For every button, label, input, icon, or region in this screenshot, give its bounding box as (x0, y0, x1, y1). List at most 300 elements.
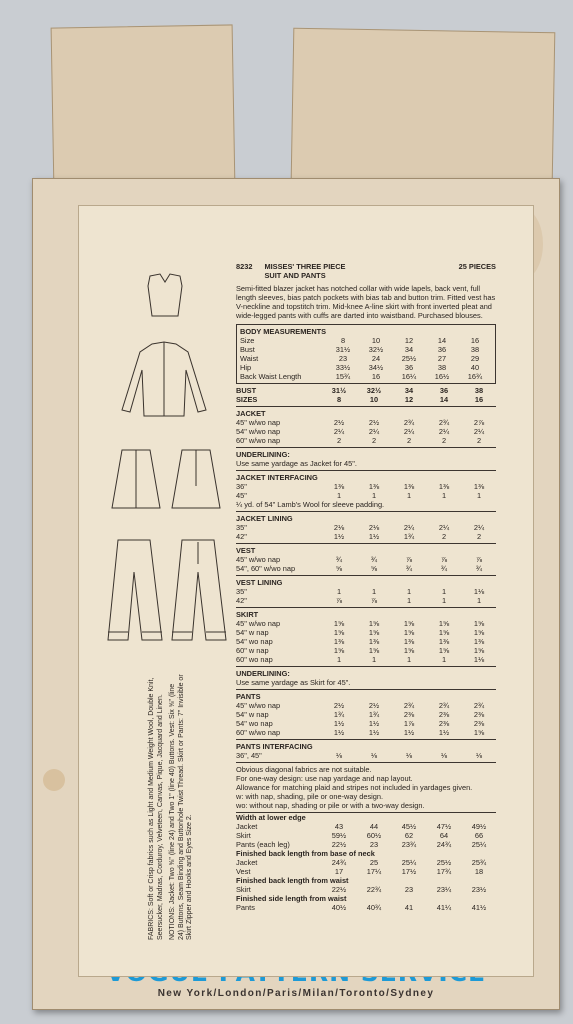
cell-value: 1 (336, 655, 342, 664)
cell-value: 10 (369, 395, 379, 404)
cell-value: 2⅛ (333, 523, 345, 532)
cell-value: 32½ (366, 386, 382, 395)
table-row (236, 587, 496, 596)
cell-value: 1 (406, 491, 412, 500)
section-title: Finished side length from waist (236, 894, 347, 903)
table-row (236, 710, 496, 719)
cell-value: ⅛ (370, 751, 378, 760)
row-label: 45" (236, 491, 247, 500)
table-row (236, 831, 496, 840)
table-row (236, 728, 496, 737)
table-row (236, 655, 496, 664)
cell-value: 23¼ (436, 885, 452, 894)
cell-value: 24¾ (331, 858, 347, 867)
table-row (240, 336, 492, 345)
table-row (236, 596, 496, 605)
row-label: Skirt (236, 831, 251, 840)
body-measurements-table (236, 324, 496, 384)
cell-value: 23¾ (401, 840, 417, 849)
row-label: 60" wo nap (236, 655, 273, 664)
table-row (236, 555, 496, 564)
cell-value: 62 (404, 831, 414, 840)
cell-value: 1⅜ (368, 637, 380, 646)
cell-value: 17¼ (366, 867, 382, 876)
yardage-section (236, 742, 496, 763)
yardage-section (236, 692, 496, 740)
cell-value: 22½ (331, 885, 347, 894)
cell-value: 10 (371, 336, 381, 345)
table-row (236, 482, 496, 491)
cell-value: 1⅝ (368, 619, 380, 628)
row-label: Bust (240, 345, 255, 354)
section-title: Width at lower edge (236, 813, 306, 822)
cell-value: 1⅝ (333, 628, 345, 637)
finished-measurements (236, 813, 496, 912)
row-label: Pants (each leg) (236, 840, 290, 849)
row-label: Jacket (236, 822, 258, 831)
table-row (236, 418, 496, 427)
section-title: PANTS (236, 692, 261, 701)
cell-value: 1⅜ (368, 482, 380, 491)
cell-value: 1½ (368, 728, 380, 737)
cell-value: 1¾ (403, 532, 415, 541)
cell-value: 1⅝ (403, 628, 415, 637)
cell-value: ⅛ (405, 751, 413, 760)
section-title: Finished back length from base of neck (236, 849, 375, 858)
cell-value: 2¼ (438, 427, 450, 436)
cell-value: 1⅝ (368, 646, 380, 655)
row-label: Hip (240, 363, 252, 372)
cell-value: 1½ (333, 728, 345, 737)
cell-value: 2⅜ (473, 710, 485, 719)
cell-value: ⅞ (475, 555, 483, 564)
row-label: 45" w/wo nap (236, 701, 281, 710)
row-label: SIZES (236, 395, 258, 404)
row-label: 42" (236, 596, 247, 605)
table-row (236, 491, 496, 500)
finished-section (236, 876, 496, 894)
cell-value: 2 (336, 436, 342, 445)
cell-value: 41¼ (436, 903, 452, 912)
cell-value: ¾ (440, 564, 448, 573)
yardage-section (236, 546, 496, 576)
cell-value: 40 (470, 363, 480, 372)
cell-value: 1¾ (333, 710, 345, 719)
row-label: Skirt (236, 885, 251, 894)
cell-value: 23 (338, 354, 348, 363)
cell-value: 16 (474, 395, 484, 404)
cell-value: 23½ (471, 885, 487, 894)
cell-value: 2⅜ (473, 719, 485, 728)
cell-value: 1⅝ (473, 728, 485, 737)
cell-value: 17¾ (436, 867, 452, 876)
cell-value: 2 (441, 436, 447, 445)
cell-value: 23 (404, 885, 414, 894)
section-title: Finished back length from waist (236, 876, 349, 885)
yardage-section (236, 669, 496, 690)
table-row (236, 523, 496, 532)
cell-value: 1⅜ (333, 482, 345, 491)
table-row (236, 637, 496, 646)
cell-value: 2¼ (368, 427, 380, 436)
section-title: UNDERLINING: (236, 450, 290, 459)
cell-value: ⅞ (335, 596, 343, 605)
cell-value: 2¼ (403, 427, 415, 436)
cell-value: 36 (437, 345, 447, 354)
finished-section (236, 813, 496, 849)
yardage-section (236, 450, 496, 471)
cell-value: 2½ (368, 418, 380, 427)
row-label: 60" w/wo nap (236, 436, 281, 445)
cell-value: 1⅝ (403, 619, 415, 628)
row-label: Size (240, 336, 255, 345)
cell-value: 2 (476, 436, 482, 445)
finished-section (236, 849, 496, 876)
table-row (236, 822, 496, 831)
row-label: 45" w/wo nap (236, 619, 281, 628)
row-label: Back Waist Length (240, 372, 302, 381)
chart-header (236, 262, 496, 280)
cell-value: ⅛ (440, 751, 448, 760)
envelope-flap-right (291, 28, 556, 185)
cell-value: 25¾ (471, 858, 487, 867)
cell-value: 2 (476, 532, 482, 541)
fabrics-text: FABRICS: Soft or Crisp fabrics such as Light and Medium Weight Wool, Double Knit, Seersucker, Madras, Corduroy, Velveteen, Canvas, Pique, Jacquard and Linen. (148, 677, 164, 940)
table-row (240, 363, 492, 372)
cell-value: 1⅜ (333, 637, 345, 646)
row-label: 54" w nap (236, 710, 269, 719)
jacket-sketch (114, 340, 214, 422)
notes-block (236, 765, 496, 813)
table-row (236, 858, 496, 867)
section-note: w: with nap, shading, pile or one-way design. (236, 792, 384, 801)
yardage-section (236, 610, 496, 667)
cell-value: 1 (441, 655, 447, 664)
cell-value: 2¾ (403, 701, 415, 710)
cell-value: 1⅝ (333, 619, 345, 628)
section-title: PANTS INTERFACING (236, 742, 313, 751)
cell-value: 22¾ (366, 885, 382, 894)
cell-value: 41 (404, 903, 414, 912)
cell-value: 1 (476, 596, 482, 605)
pants-back-sketch (168, 536, 230, 646)
cell-value: 16 (470, 336, 480, 345)
cell-value: 2 (406, 436, 412, 445)
row-label: 60" w nap (236, 646, 269, 655)
table-row (236, 395, 496, 404)
cell-value: 1⅜ (403, 637, 415, 646)
cell-value: 34 (404, 386, 414, 395)
cell-value: 2¾ (473, 701, 485, 710)
cell-value: ⅞ (405, 555, 413, 564)
yardage-section (236, 409, 496, 448)
cell-value: 44 (369, 822, 379, 831)
cell-value: 1 (371, 491, 377, 500)
finished-section (236, 894, 496, 912)
cell-value: 38 (437, 363, 447, 372)
pieces-count: 25 PIECES (458, 262, 496, 271)
cell-value: 8 (340, 336, 346, 345)
cell-value: 16¾ (467, 372, 483, 381)
cell-value: 1⅜ (473, 482, 485, 491)
cell-value: 1 (406, 587, 412, 596)
row-label: 35" (236, 523, 247, 532)
table-row (240, 354, 492, 363)
cell-value: 14 (437, 336, 447, 345)
table-row (236, 564, 496, 573)
cell-value: 22½ (331, 840, 347, 849)
yardage-section (236, 514, 496, 544)
vest-sketch (140, 272, 190, 324)
section-note: Allowance for matching plaid and stripes not included in yardages given. (236, 783, 473, 792)
cell-value: 2 (441, 532, 447, 541)
table-row (236, 386, 496, 395)
cell-value: 36 (404, 363, 414, 372)
cell-value: 2⅜ (438, 710, 450, 719)
cell-value: 59½ (331, 831, 347, 840)
cell-value: 1⅝ (473, 646, 485, 655)
cell-value: 1⅛ (473, 655, 485, 664)
cell-value: ⅝ (370, 564, 378, 573)
row-label: Pants (236, 903, 255, 912)
cell-value: 40¾ (366, 903, 382, 912)
cell-value: 49½ (471, 822, 487, 831)
cell-value: 2¼ (438, 523, 450, 532)
row-label: Vest (236, 867, 251, 876)
row-label: Waist (240, 354, 259, 363)
cell-value: 1 (406, 655, 412, 664)
table-row (240, 345, 492, 354)
row-label: 42" (236, 532, 247, 541)
cell-value: ⅞ (370, 596, 378, 605)
row-label: 36", 45" (236, 751, 262, 760)
yardage-section (236, 578, 496, 608)
cell-value: 64 (439, 831, 449, 840)
yardage-chart (236, 262, 496, 912)
table-row (236, 436, 496, 445)
cell-value: 1 (336, 587, 342, 596)
cell-value: 2⅛ (368, 523, 380, 532)
cell-value: 31½ (331, 386, 347, 395)
row-label: 35" (236, 587, 247, 596)
table-row (236, 701, 496, 710)
cell-value: 2½ (333, 418, 345, 427)
row-label: 60" w/wo nap (236, 728, 281, 737)
cell-value: 24 (371, 354, 381, 363)
table-row (236, 840, 496, 849)
cell-value: 1⅝ (473, 628, 485, 637)
cell-value: 1⅛ (473, 587, 485, 596)
envelope-flap-left (51, 24, 236, 189)
table-row (236, 532, 496, 541)
table-row (236, 867, 496, 876)
cell-value: 1⅝ (333, 646, 345, 655)
cell-value: 1⅜ (438, 637, 450, 646)
cell-value: 2⅜ (438, 719, 450, 728)
cell-value: 2¾ (438, 701, 450, 710)
skirt-front-sketch (108, 446, 164, 512)
row-label: 54", 60" w/wo nap (236, 564, 296, 573)
cell-value: 23 (369, 840, 379, 849)
cell-value: 2½ (368, 701, 380, 710)
notions-text: NOTIONS: Jacket: Two ⅝" (line 24) and Two 1" (line 40) Buttons. Vest: Six ⅝" (line 24) Buttons, Seam Binding and Buttonhole Twist Thread. Skirt or Pants: 7" Invisible or Skirt Zipper and Hooks and Eyes Size 2. (169, 674, 193, 940)
cell-value: 1 (441, 491, 447, 500)
cell-value: 2⅜ (403, 710, 415, 719)
cell-value: 17½ (401, 867, 417, 876)
cell-value: 1 (336, 491, 342, 500)
table-row (236, 903, 496, 912)
section-note: For one-way design: use nap yardage and nap layout. (236, 774, 413, 783)
cell-value: 38 (470, 345, 480, 354)
cell-value: 1⅝ (473, 619, 485, 628)
cell-value: 1⅜ (438, 482, 450, 491)
brand-cities: New York/London/Paris/Milan/Toronto/Sydney (157, 988, 435, 999)
cell-value: 12 (404, 336, 414, 345)
cell-value: ¾ (475, 564, 483, 573)
row-label: 45" w/wo nap (236, 418, 281, 427)
cell-value: 27 (437, 354, 447, 363)
cell-value: 14 (439, 395, 449, 404)
cell-value: 16½ (434, 372, 450, 381)
cell-value: 2 (371, 436, 377, 445)
cell-value: ¾ (335, 555, 343, 564)
cell-value: 1 (476, 491, 482, 500)
row-label: 45" w/wo nap (236, 555, 281, 564)
cell-value: 60½ (366, 831, 382, 840)
cell-value: 1⅝ (438, 619, 450, 628)
cell-value: 1 (371, 655, 377, 664)
section-title: JACKET INTERFACING (236, 473, 318, 482)
row-label: BUST (236, 386, 257, 395)
section-title: VEST (236, 546, 256, 555)
cell-value: 2¼ (473, 427, 485, 436)
cell-value: 1 (406, 596, 412, 605)
section-note: wo: without nap, shading or pile or with a two-way design. (236, 801, 425, 810)
cell-value: ⅛ (475, 751, 483, 760)
section-title: JACKET (236, 409, 266, 418)
table-row (236, 628, 496, 637)
cell-value: 25 (369, 858, 379, 867)
cell-value: 16¼ (401, 372, 417, 381)
cell-value: 1⅜ (473, 637, 485, 646)
pattern-description: Semi-fitted blazer jacket has notched collar with wide lapels, back vent, full length sleeves, bias patch pockets with bias tab and button trim. Fitted vest has V-neckline and topstitch trim. Mid-knee A-line skirt with front inverted pleat and wide-legged pants with cuffs are darted into waistband. Purchased blouses. (236, 284, 496, 320)
cell-value: 24¾ (436, 840, 452, 849)
cell-value: 2¼ (333, 427, 345, 436)
cell-value: 1½ (438, 728, 450, 737)
cell-value: 18 (474, 867, 484, 876)
cell-value: 12 (404, 395, 414, 404)
cell-value: 33½ (335, 363, 351, 372)
cell-value: 41½ (471, 903, 487, 912)
cell-value: 1½ (368, 532, 380, 541)
cell-value: ¾ (405, 564, 413, 573)
cell-value: 1⅜ (403, 482, 415, 491)
cell-value: 2¼ (403, 523, 415, 532)
cell-value: 1⅝ (368, 628, 380, 637)
cell-value: 45½ (401, 822, 417, 831)
section-note: ¼ yd. of 54" Lamb's Wool for sleeve padding. (236, 500, 385, 509)
section-title: VEST LINING (236, 578, 283, 587)
cell-value: 40½ (331, 903, 347, 912)
cell-value: 25½ (436, 858, 452, 867)
table-row (236, 885, 496, 894)
cell-value: 15¾ (335, 372, 351, 381)
cell-value: 2⅞ (473, 418, 485, 427)
cell-value: 38 (474, 386, 484, 395)
skirt-back-sketch (168, 446, 224, 512)
stain (43, 769, 65, 791)
cell-value: 1⅝ (438, 646, 450, 655)
cell-value: 8 (336, 395, 342, 404)
cell-value: ⅞ (440, 555, 448, 564)
table-row (236, 427, 496, 436)
cell-value: 34 (404, 345, 414, 354)
table-row (236, 751, 496, 760)
row-label: 54" w nap (236, 628, 269, 637)
cell-value: 2¾ (438, 418, 450, 427)
section-note: Obvious diagonal fabrics are not suitable. (236, 765, 372, 774)
cell-value: 1 (441, 596, 447, 605)
cell-value: 31½ (335, 345, 351, 354)
section-title: BODY MEASUREMENTS (240, 327, 327, 336)
cell-value: 1 (371, 587, 377, 596)
yardage-section (236, 473, 496, 512)
yardage-sections (236, 409, 496, 763)
cell-value: ¾ (370, 555, 378, 564)
cell-value: 32½ (368, 345, 384, 354)
cell-value: 2¾ (403, 418, 415, 427)
row-label: 54" wo nap (236, 637, 273, 646)
cell-value: 2½ (333, 701, 345, 710)
cell-value: ⅛ (335, 751, 343, 760)
row-label: Jacket (236, 858, 258, 867)
table-row (236, 719, 496, 728)
section-title: JACKET LINING (236, 514, 293, 523)
section-note: Use same yardage as Skirt for 45". (236, 678, 351, 687)
cell-value: 25¼ (401, 858, 417, 867)
cell-value: 1⅞ (403, 719, 415, 728)
row-label: 36" (236, 482, 247, 491)
row-label: 54" wo nap (236, 719, 273, 728)
cell-value: 1⅝ (403, 646, 415, 655)
cell-value: 25½ (401, 354, 417, 363)
cell-value: 29 (470, 354, 480, 363)
cell-value: 2¼ (473, 523, 485, 532)
cell-value: 34½ (368, 363, 384, 372)
cell-value: 1½ (368, 719, 380, 728)
cell-value: 36 (439, 386, 449, 395)
table-row (236, 646, 496, 655)
section-title: SKIRT (236, 610, 259, 619)
section-title: UNDERLINING: (236, 669, 290, 678)
cell-value: 1½ (403, 728, 415, 737)
fabrics-notions-block (148, 674, 195, 940)
cell-value: 1 (441, 587, 447, 596)
cell-value: 25¼ (471, 840, 487, 849)
pants-front-sketch (104, 536, 166, 646)
cell-value: 43 (334, 822, 344, 831)
cell-value: 47½ (436, 822, 452, 831)
cell-value: 66 (474, 831, 484, 840)
cell-value: 1¾ (368, 710, 380, 719)
pattern-number: 8232 (236, 262, 253, 271)
cell-value: 1½ (333, 719, 345, 728)
cell-value: 1⅝ (438, 628, 450, 637)
cell-value: ⅝ (335, 564, 343, 573)
section-note: Use same yardage as Jacket for 45". (236, 459, 357, 468)
cell-value: 17 (334, 867, 344, 876)
cell-value: 16 (371, 372, 381, 381)
